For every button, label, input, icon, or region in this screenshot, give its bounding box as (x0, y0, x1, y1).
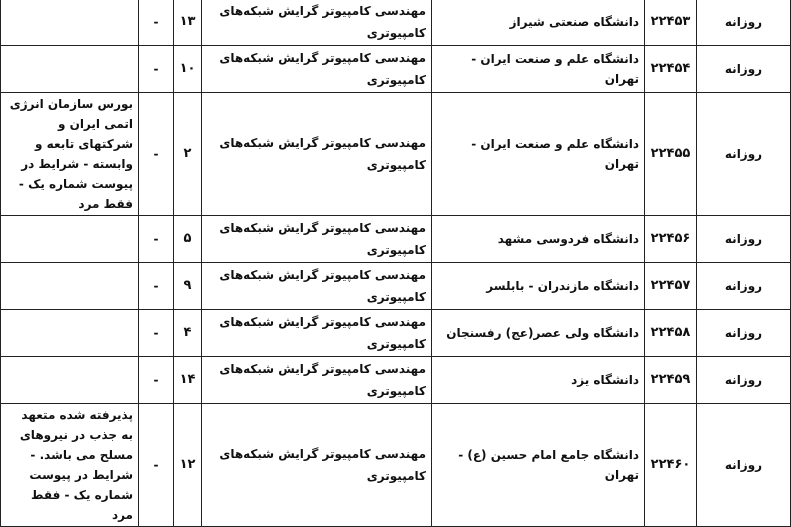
university-name: دانشگاه فردوسی مشهد (432, 216, 645, 263)
program-code: ۲۲۴۵۳ (645, 0, 697, 46)
course-type: روزانه (697, 93, 791, 216)
program-code: ۲۲۴۵۴ (645, 46, 697, 93)
capacity: ۲ (174, 93, 202, 216)
field-name: مهندسی کامپیوتر گرایش شبکه‌های کامپیوتری (202, 263, 432, 310)
dash-cell: - (139, 263, 174, 310)
program-code: ۲۲۴۵۸ (645, 310, 697, 357)
notes (1, 310, 139, 357)
university-name: دانشگاه جامع امام حسین (ع) - تهران (432, 404, 645, 527)
course-type: روزانه (697, 263, 791, 310)
university-name: دانشگاه علم و صنعت ایران - تهران (432, 93, 645, 216)
field-name: مهندسی کامپیوتر گرایش شبکه‌های کامپیوتری (202, 93, 432, 216)
notes (1, 357, 139, 404)
university-name: دانشگاه ولی عصر(عج) رفسنجان (432, 310, 645, 357)
course-type: روزانه (697, 46, 791, 93)
table-row (1, 310, 791, 357)
table-row (1, 357, 791, 404)
course-type: روزانه (697, 404, 791, 527)
capacity: ۱۴ (174, 357, 202, 404)
dash-cell: - (139, 404, 174, 527)
notes: پذیرفته شده متعهد به جذب در نیروهای مسلح می باشد. - شرایط در پیوست شماره یک - فقط مرد (1, 404, 139, 527)
university-name: دانشگاه صنعتی شیراز (432, 0, 645, 46)
program-code: ۲۲۴۵۹ (645, 357, 697, 404)
notes (1, 46, 139, 93)
program-code: ۲۲۴۶۰ (645, 404, 697, 527)
dash-cell: - (139, 216, 174, 263)
university-name: دانشگاه علم و صنعت ایران - تهران (432, 46, 645, 93)
field-name: مهندسی کامپیوتر گرایش شبکه‌های کامپیوتری (202, 404, 432, 527)
table-row (1, 93, 791, 216)
program-code: ۲۲۴۵۵ (645, 93, 697, 216)
notes: بورس سازمان انرژی اتمی ایران و شرکتهای تابعه و وابسته - شرایط در پیوست شماره یک - فقط مرد (1, 93, 139, 216)
capacity: ۴ (174, 310, 202, 357)
dash-cell: - (139, 46, 174, 93)
field-name: مهندسی کامپیوتر گرایش شبکه‌های کامپیوتری (202, 310, 432, 357)
dash-cell: - (139, 93, 174, 216)
table-row (1, 216, 791, 263)
capacity: ۱۲ (174, 404, 202, 527)
course-type: روزانه (697, 310, 791, 357)
notes (1, 263, 139, 310)
course-type: روزانه (697, 216, 791, 263)
notes (1, 216, 139, 263)
table-row (1, 0, 791, 46)
notes (1, 0, 139, 46)
field-name: مهندسی کامپیوتر گرایش شبکه‌های کامپیوتری (202, 357, 432, 404)
capacity: ۱۰ (174, 46, 202, 93)
field-name: مهندسی کامپیوتر گرایش شبکه‌های کامپیوتری (202, 46, 432, 93)
field-name: مهندسی کامپیوتر گرایش شبکه‌های کامپیوتری (202, 0, 432, 46)
dash-cell: - (139, 310, 174, 357)
university-name: دانشگاه مازندران - بابلسر (432, 263, 645, 310)
capacity: ۱۳ (174, 0, 202, 46)
field-name: مهندسی کامپیوتر گرایش شبکه‌های کامپیوتری (202, 216, 432, 263)
course-type: روزانه (697, 357, 791, 404)
program-code: ۲۲۴۵۷ (645, 263, 697, 310)
capacity: ۵ (174, 216, 202, 263)
table-row (1, 46, 791, 93)
course-type: روزانه (697, 0, 791, 46)
dash-cell: - (139, 0, 174, 46)
university-name: دانشگاه یزد (432, 357, 645, 404)
program-code: ۲۲۴۵۶ (645, 216, 697, 263)
capacity: ۹ (174, 263, 202, 310)
dash-cell: - (139, 357, 174, 404)
table-row (1, 263, 791, 310)
table-row (1, 404, 791, 527)
